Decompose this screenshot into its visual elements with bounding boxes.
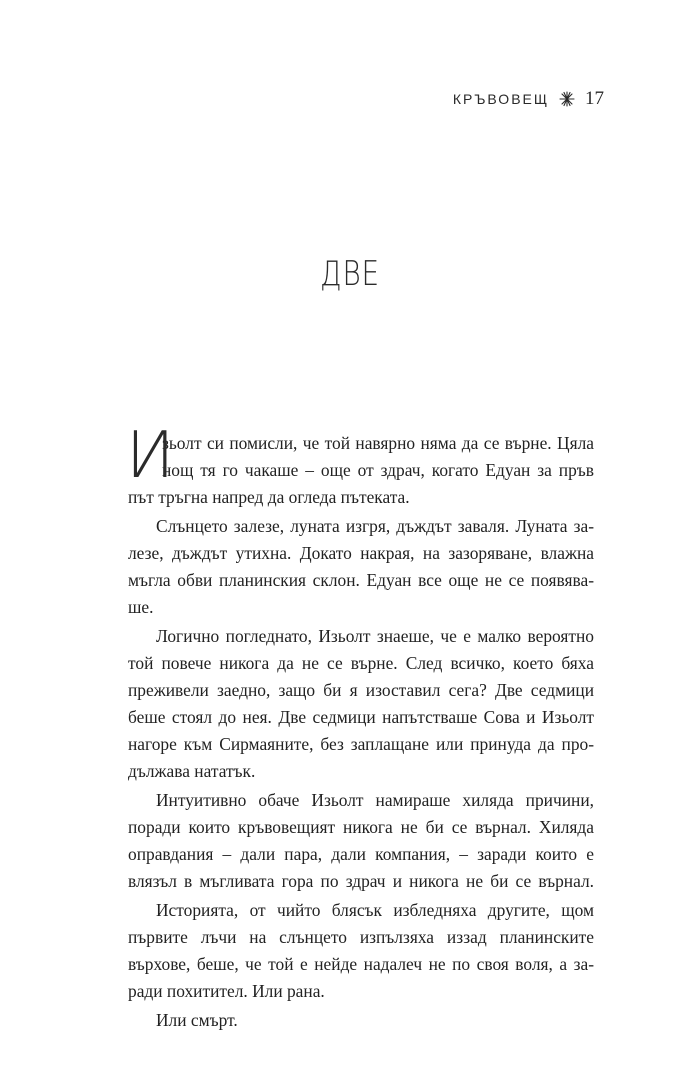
text-line: Интуитивно обаче Изьолт намираше хиляда причини, <box>156 790 594 810</box>
text-line: нощ тя го чакаше – още от здрач, когато Едуан за пръв <box>162 460 594 480</box>
text-line: нагоре към Сирмаяните, без заплащане или принуда да про- <box>128 734 594 754</box>
text-line: първите лъчи на слънцето изпълзяха иззад планинските <box>128 927 594 947</box>
page-number: 17 <box>585 88 604 109</box>
text-line: път тръгна напред да огледа пътеката. <box>128 487 410 507</box>
text-line: Слънцето залезе, луната изгря, дъждът заваля. Луната за- <box>156 516 594 536</box>
text-line: оправдания – дали пара, дали компания, – заради които е <box>128 844 594 864</box>
text-line: той повече никога да не се върне. След всичко, което бяха <box>128 653 594 673</box>
paragraph <box>128 1007 594 1034</box>
text-line: зьолт си помисли, че той навярно няма да се върне. Цяла <box>162 433 594 453</box>
chapter-body <box>126 419 594 1034</box>
text-line: Или смърт. <box>156 1010 238 1030</box>
text-line: влязъл в мъгливата гора по здрач и никога не би се върнал. <box>128 871 594 891</box>
text-line: ше. <box>128 597 154 617</box>
text-line: Логично погледнато, Изьолт знаеше, че е малко вероятно <box>156 626 594 646</box>
paragraph <box>126 419 594 511</box>
paragraph <box>128 513 594 621</box>
chapter-title: ДВЕ <box>320 254 380 294</box>
text-line: поради които кръвовещият никога не би се върнал. Хиляда <box>128 817 594 837</box>
text-line: дължава нататък. <box>128 761 256 781</box>
paragraph <box>128 787 594 895</box>
running-title: КРЪВОВЕЩ <box>452 91 549 107</box>
text-line: върхове, беше, че той е нейде надалеч не по своя воля, а за- <box>128 954 594 974</box>
text-line: мъгла обви планинския склон. Едуан все още не се появява- <box>128 570 594 590</box>
text-line: беше стоял до нея. Две седмици напътстваше Сова и Изьолт <box>128 707 594 727</box>
paragraph <box>128 623 594 785</box>
text-line: ради похитител. Или рана. <box>128 981 325 1001</box>
text-line: преживели заедно, защо би я изоставил сега? Две седмици <box>128 680 594 700</box>
text-line: лезе, дъждът утихна. Докато накрая, на зазоряване, влажна <box>128 543 594 563</box>
text-line: Историята, от чийто блясък избледняха другите, щом <box>156 900 594 920</box>
running-header <box>453 88 604 110</box>
drop-cap: И <box>126 419 175 493</box>
starburst-ornament-icon <box>559 91 575 107</box>
paragraph <box>128 897 594 1005</box>
